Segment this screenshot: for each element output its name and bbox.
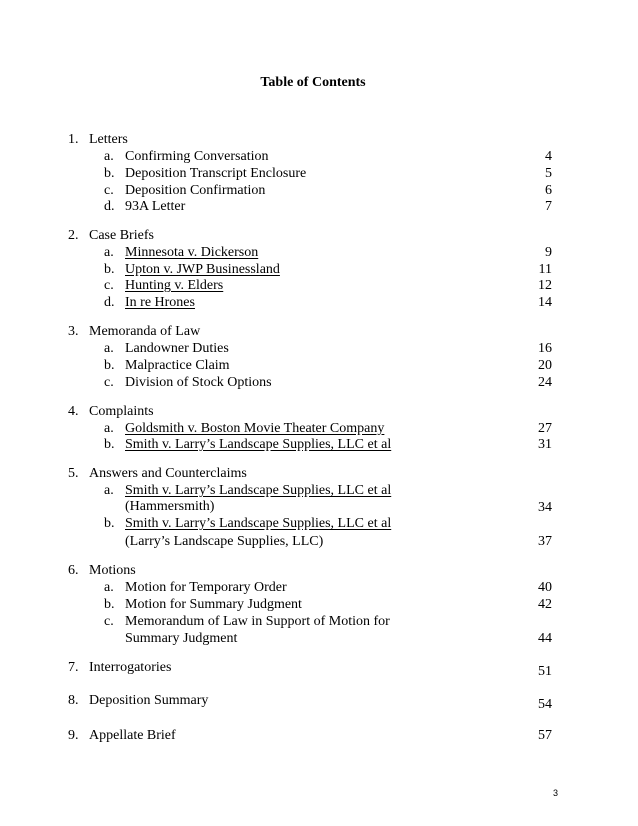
section-heading: 4. Complaints — [68, 404, 154, 419]
page-number: 3 — [552, 788, 558, 798]
toc-entry: a. Motion for Temporary Order — [104, 580, 287, 595]
section-heading: 2. Case Briefs — [68, 228, 154, 243]
toc-entry: c. Division of Stock Options — [104, 375, 272, 390]
page-title: Table of Contents — [260, 75, 366, 90]
toc-entry-continuation: Summary Judgment — [125, 631, 238, 646]
page-ref: 57 — [538, 728, 552, 743]
toc-entry: c. Memorandum of Law in Support of Motion for — [104, 614, 390, 629]
case-link: Minnesota v. Dickerson — [125, 245, 259, 260]
case-link: Smith v. Larry’s Landscape Supplies, LLC et al — [125, 437, 392, 452]
section-heading: 9. Appellate Brief — [68, 728, 176, 743]
page-ref: 16 — [538, 341, 552, 356]
page-ref: 44 — [538, 631, 552, 646]
section-heading: 5. Answers and Counterclaims — [68, 466, 247, 481]
case-link: Upton v. JWP Businessland — [125, 262, 280, 277]
toc-entry: b. Malpractice Claim — [104, 358, 230, 373]
section-heading: 6. Motions — [68, 563, 136, 578]
toc-entry: b. Motion for Summary Judgment — [104, 597, 302, 612]
page-ref: 42 — [538, 597, 552, 612]
section-heading: 7. Interrogatories — [68, 660, 172, 675]
toc-entry: b. Smith v. Larry’s Landscape Supplies, LLC et al — [104, 437, 392, 452]
page-ref: 51 — [538, 664, 552, 679]
case-link: In re Hrones — [125, 295, 195, 310]
toc-entry: a. Smith v. Larry’s Landscape Supplies, LLC et al — [104, 483, 392, 498]
page-ref: 12 — [538, 278, 552, 293]
page-ref: 31 — [538, 437, 552, 452]
toc-entry: d. In re Hrones — [104, 295, 195, 310]
toc-entry: d. 93A Letter — [104, 199, 186, 214]
page-ref: 9 — [545, 245, 552, 260]
toc-entry: b. Upton v. JWP Businessland — [104, 262, 280, 277]
toc-entry-continuation: (Larry’s Landscape Supplies, LLC) — [125, 534, 324, 549]
case-link: Smith v. Larry’s Landscape Supplies, LLC et al — [125, 483, 392, 498]
page-ref: 4 — [545, 149, 552, 164]
page-ref: 27 — [538, 421, 552, 436]
toc-entry: b. Deposition Transcript Enclosure — [104, 166, 307, 181]
page-ref: 5 — [545, 166, 552, 181]
page-ref: 34 — [538, 500, 552, 515]
toc-entry: a. Goldsmith v. Boston Movie Theater Company — [104, 421, 385, 436]
section-heading: 1. Letters — [68, 132, 128, 147]
page-ref: 54 — [538, 697, 552, 712]
page-ref: 11 — [538, 262, 552, 277]
toc-entry: c. Hunting v. Elders — [104, 278, 224, 293]
toc-entry: b. Smith v. Larry’s Landscape Supplies, LLC et al — [104, 516, 392, 531]
page-ref: 7 — [545, 199, 552, 214]
toc-entry: a. Landowner Duties — [104, 341, 229, 356]
case-link: Goldsmith v. Boston Movie Theater Company — [125, 421, 385, 436]
case-link: Hunting v. Elders — [125, 278, 224, 293]
toc-entry-continuation: (Hammersmith) — [125, 499, 215, 514]
page-ref: 14 — [538, 295, 552, 310]
section-heading: 3. Memoranda of Law — [68, 324, 201, 339]
page-ref: 40 — [538, 580, 552, 595]
toc-entry: a. Confirming Conversation — [104, 149, 269, 164]
page-ref: 37 — [538, 534, 552, 549]
page-ref: 24 — [538, 375, 552, 390]
page-ref: 6 — [545, 183, 552, 198]
toc-entry: c. Deposition Confirmation — [104, 183, 266, 198]
toc-entry: a. Minnesota v. Dickerson — [104, 245, 259, 260]
page-ref: 20 — [538, 358, 552, 373]
case-link: Smith v. Larry’s Landscape Supplies, LLC et al — [125, 516, 392, 531]
section-heading: 8. Deposition Summary — [68, 693, 209, 708]
